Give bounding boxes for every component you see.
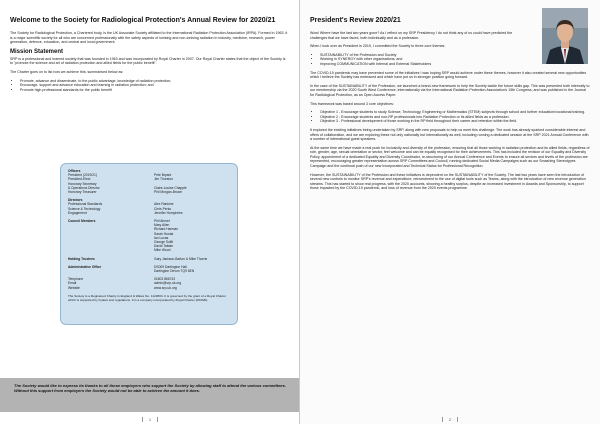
officers-box [60,163,238,325]
admin-address-row: Dartington Devon TQ9 6EN [154,269,195,274]
charter-item: • Encourage, support and advance education and learning in radiation protection; and [20,83,289,88]
acknowledgement-text: The Society would like to express its thanks to all those employers who support the Society by allowing staff to attend the various committees. Without this support from employers the Society would not be able to achieve the amount it does. [14,383,286,394]
portrait-image [542,8,588,64]
charter-list [10,79,289,93]
council-row: David Tattam [154,244,174,249]
directors-heading: Directors [68,198,83,203]
council-row: Mike Wood [154,248,171,253]
charter-paragraph: The Charter goes on to list how we achieve this; summarised below as: [10,69,124,74]
officer-row: President-Elect Jim Thurston [68,177,173,182]
review-paragraph: At the same time we have made a real push for inclusivity and diversity of the profession, ensuring that all those working in radiation protection and its allied fields, regardless of role, gender, age, sexual orientation or sector, feel welcome and can be equally recognised for their achievements. This has included the revision of our Equality and Diversity Policy, appointment of a dedicated Equality and Diversity Coordinator, re-structuring of our Annual Conference and Events to ensure all sectors and levels of the profession are represented, encouraging greater representation across SRP Committees and Council, running dedicated Social Media Campaigns such as our Smashing Stereotypes Campaign and the continual push of our new Incorporated and Technical Status for Professional Recognition. [310,145,590,169]
council-row: Richard Harman [154,227,179,232]
welcome-title: Welcome to the Society for Radiological Protection's Annual Review for 2020/21 [10,17,276,24]
council-row: Mary Allen [154,223,170,228]
website-row: Website www.srp-uk.org [68,285,177,290]
trustees-row: Holding Trustees Gary Jackson-Barton & Mike Thorne [68,256,208,261]
objective-item: • Objective 2 - Encourage students and non-RP professionals into Radiation Protection or its allied fields as a profession. [320,115,590,120]
theme-item: • SUSTAINABILITY of the Profession and Society [320,53,590,58]
employer-acknowledgement [0,378,300,412]
page-right [300,0,600,424]
officers-heading: Officers [68,169,81,173]
mission-heading: Mission Statement [10,48,64,55]
intro-paragraph: The Society for Radiological Protection, a Chartered body, is the UK Associate Society affiliated to the International Radiation Protection Association (IRPA). Formed in 1963, it is a major scientific society for all who are concerned professionally with the safety aspects of ionising and non-ionising radiation in industry, medicine, research, power generation, defence, education, and central and local government. [10,31,288,45]
objectives-list [310,110,590,124]
officer-row: Honorary Secretary [68,181,97,186]
review-paragraph: In the case of the SUSTAINABILITY of the Profession, we launched a brand-new framework to help the Society tackle the future skills gap. This was presented both internally to our membership via the 2020 South West Conference, internationally via the International Radiation Protection Association's 15th Congress, and was published in the Journal for Radiological Protection, as an Open Access Paper. [310,83,590,97]
review-paragraph: The COVID-19 pandemic may have prevented some of the initiatives I was hoping SRP would achieve under these themes, however it also created several new opportunities which I believe the Society has embraced and which have put us in stronger position going forward. [310,70,587,80]
charter-item: • Promote high professional standards for the public benefit [20,88,289,93]
review-paragraph: This framework was based around 3 core objectives: [310,101,394,106]
council-row: Ian Lucas [154,235,169,240]
council-row: Sarah Hunak [154,231,174,236]
officer-row: & Operations Director Claire-Louise Chapple [68,185,187,190]
council-row: George Sollit [154,240,174,245]
director-row: Science & Technology Chris Perks [68,206,172,211]
review-paragraph: However, the SUSTAINABILITY of the Profession and these initiatives is dependent on the SUSTAINABILITY of the Society. The last two years have seen the introduction of several new controls to monitor SRP's revenue and expenditure, reinvestment to the use of digital tools such as Teams, along with the introduction of new revenue generation streams. This has started to show real progress, with the 2020 accounts, showing a healthy surplus, despite an increased investment in Awards and Sponsorship, to support those impacted by the COVID-19 pandemic, and loss of revenue from the 2020 events programme. [310,172,586,191]
review-paragraph: When I took over as President in 2019, I committed the Society to three core themes: [310,44,446,49]
review-paragraph: It explored the existing initiatives being undertaken by SRP, along with new proposals to help us meet this challenge. The work has already sparked considerable interest and offers of collaboration, and we are exploring these not only nationally but internationally as well, including running a dedicated session at the SRP 2021 Annual Conference with a number of international guest speakers. [310,127,589,142]
email-row: Email admin@srp-uk.org [68,281,182,286]
president-review-title: President's Review 2020/21 [310,17,401,24]
objective-item: • Objective 1 - Encourage students to study Science, Technology, Engineering or Mathematics (STEM) subjects through school and further education/vocational training. [320,110,590,115]
theme-item: • Improving COMMUNICATION with Internal and External Stakeholders [320,62,590,67]
director-row: Professional Standards Alex Rankine [68,202,174,207]
page-number-left: 1 [0,417,300,422]
council-row: Council Members Phil Ahmet [68,219,170,224]
president-photo [542,8,588,64]
officer-row: President (2019/21) Pete Bryant [68,173,172,178]
charter-item: • Promote, advance and disseminate, to the public advantage, knowledge of radiation protection; [20,79,289,84]
telephone-row: Telephone 01803 866743 [68,277,176,282]
admin-office-row: Administrative Office DS009 Dartington Hall [68,264,187,269]
page-number-right: 2 [300,417,600,422]
mission-paragraph: SRP is a professional and learned society that was founded in 1963 and was incorporated by Royal Charter in 2007. Our Royal Charter states that the object of the Society is to "promote the science and art of radiation protection and allied fields for the public benefit". [10,56,286,66]
director-row: Engagement Jennifer Humphries [68,210,183,215]
objective-item: • Objective 3 - Professional development of those working in the RP field throughout their career and retention within the field. [320,119,590,124]
officer-row: Honorary Treasurer Phil Morgan-Brown [68,190,183,195]
review-paragraph: Wow! Where have the last two years gone? As I reflect on my SRP Presidency I do not think any of us could have predicted the challenges that we have faced, both individually and as a profession. [310,31,513,40]
charity-statement: The Society is a Registered Charity in England & Wales No. 1122804. It is governed by the grant of a Royal Charter which is supported by bylaws and regulations. It is a company incorporated by Royal Charter (RC820). [68,293,227,302]
theme-item: • Working in SYNERGY with other organisations, and [320,57,590,62]
